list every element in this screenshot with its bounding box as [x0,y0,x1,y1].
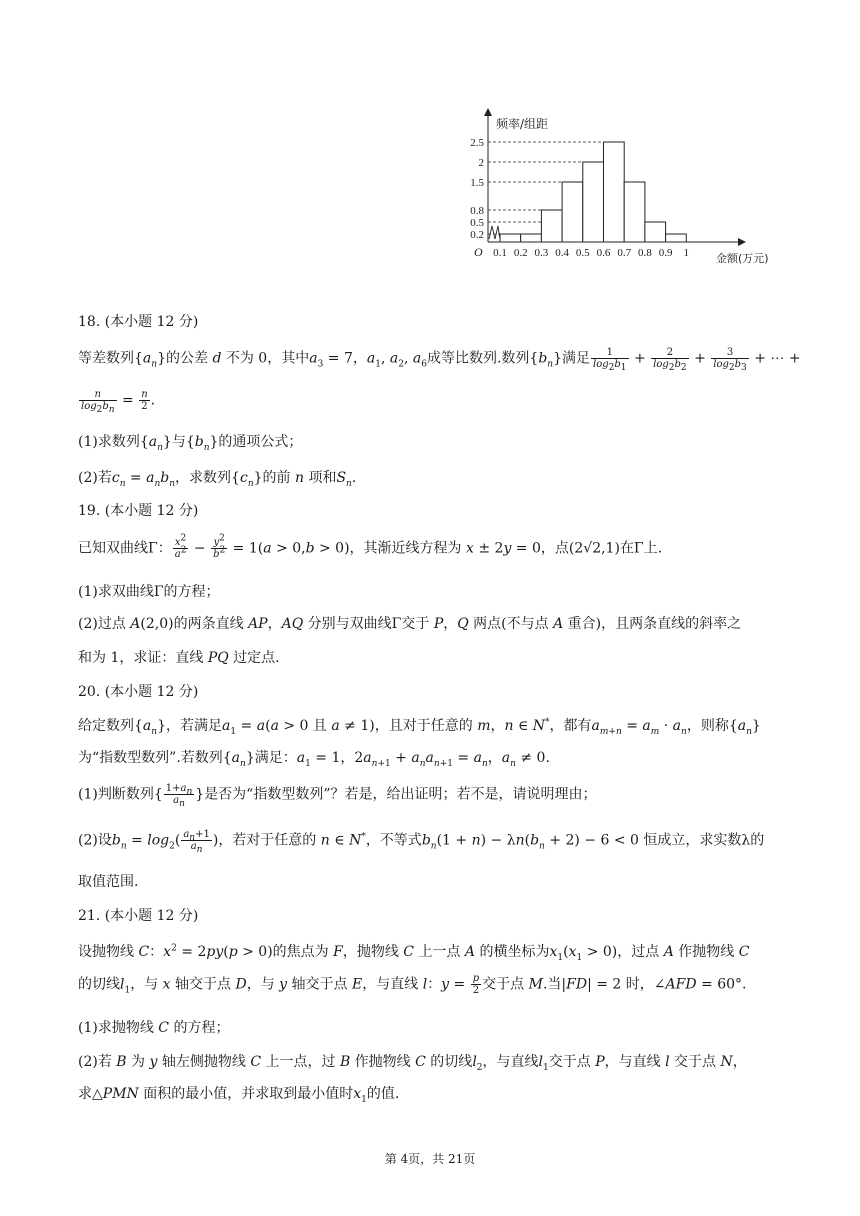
q20-heading: 20. (本小题 12 分) [78,684,199,700]
histogram-bar [541,210,562,242]
q20-statement-line1: 给定数列$\{a_n\}$，若满足$a_1 = a(a > 0$ 且 a ≠ 1)，且对于任意的 m，n ∈ N*，都有$a_{m+n} = a_m \cdot a_n$，则称$\{a_n\}$ [78,717,761,737]
x-tick-label: 0.9 [658,247,673,259]
q19-statement: 已知双曲线Γ： $\frac{x^2}{a^2}$ − $\frac{y^2}{b^2}$ = 1(a > 0,b > 0)，其渐近线方程为 x ± 2y = 0，点(2√2,1)在Γ上. [78,533,663,560]
y-tick-label: 0.8 [470,205,484,217]
q20-part1: (1)判断数列{ $\frac{1+a_n}{a_n}$ }是否为“指数型数列”？若是，给出证明；若不是，请说明理由； [78,783,597,809]
q19-heading: 19. (本小题 12 分) [78,503,199,519]
x-axis-arrow-icon [738,238,746,246]
q18-part1: (1)求数列$\{a_n\}$与$\{b_n\}$的通项公式； [78,434,303,453]
q21-part2-line1: (2)若 B 为 y 轴左侧抛物线 C 上一点，过 B 作抛物线 C 的切线$l_2$，与直线$l_1$交于点 P，与直线 l 交于点 N， [78,1054,747,1073]
q21-part1: (1)求抛物线 C 的方程； [78,1020,230,1036]
histogram-bar [645,222,666,242]
y-tick-label: 2 [478,157,484,169]
q19-part1: (1)求双曲线Γ的方程； [78,584,220,600]
x-tick-label: 0.5 [575,247,590,259]
q20-statement-line2: 为“指数型数列”.若数列$\{a_n\}$满足：$a_1 = 1$，$2a_{n+1} + a_na_{n+1} = a_n$，$a_n \ne 0$. [78,750,550,769]
y-tick-label: 0.5 [470,217,484,229]
histogram-bar [562,182,583,242]
q20-part2-line1: (2)设$b_n = \log_2$( $\frac{a_n+1}{a_n}$ )，若对于任意的 n ∈ N*，不等式$b_n(1 + n) - \lambda n(b_n + 2) - 6 < 0$ 恒成立，求实数λ的 [78,829,765,855]
y-tick-label: 0.2 [470,229,484,241]
page-footer: 第 4页，共 21页 [384,1152,476,1166]
origin-label: O [474,245,483,259]
q18-statement-line2: $\frac{n}{\log_2b_n}$ = $\frac{n}{2}$ . [81,389,156,415]
histogram-bar [500,234,521,242]
x-tick-label: 0.6 [596,247,611,259]
x-tick-label: 0.3 [534,247,549,259]
q18-statement-line1: 等差数列$\{a_n\}$的公差 d 不为 0，其中$a_3 = 7$，$a_1$, $a_2$, $a_6$成等比数列.数列$\{b_n\}$满足 $\frac{1}{\log_2b_1}$ + $\frac{2}{\log_2b_2}$ + $\frac{3}{\log_2b_3}$ + ⋯ + [78,347,801,373]
q20-part2-line2: 取值范围. [78,874,139,890]
histogram-bar [583,162,604,242]
x-tick-label: 0.2 [513,247,528,259]
axis-break-icon [489,226,500,239]
x-tick-label: 1 [683,247,690,259]
x-tick-label: 0.8 [638,247,652,259]
x-tick-label: 0.4 [555,247,569,259]
histogram-bar [604,142,625,242]
histogram-bar [521,234,542,242]
y-tick-label: 1.5 [470,177,484,189]
y-axis-arrow-icon [484,108,492,116]
q19-part2-line2: 和为 1，求证：直线 PQ 过定点. [78,650,280,666]
histogram-chart [460,106,790,270]
x-tick-label: 0.7 [617,247,632,259]
q21-heading: 21. (本小题 12 分) [78,908,199,924]
histogram-bar [624,182,645,242]
y-axis-label: 频率/组距 [496,117,549,131]
q21-statement-line2: 的切线$l_1$，与 x 轴交于点 D，与 y 轴交于点 E，与直线 l：y = $\frac{p}{2}$ 交于点 M.当|FD| = 2 时，∠AFD = 60°. [78,973,747,996]
x-tick-label: 0.1 [493,247,507,259]
y-tick-label: 2.5 [470,137,484,149]
histogram-bar [666,234,687,242]
q19-part2-line1: (2)过点 A(2,0)的两条直线 AP，AQ 分别与双曲线Γ交于 P，Q 两点(不与点 A 重合)，且两条直线的斜率之 [78,616,742,632]
q18-part2: (2)若$c_n = a_nb_n$，求数列$\{c_n\}$的前 n 项和$S_n$. [78,470,357,489]
q18-heading: 18. (本小题 12 分) [78,314,199,330]
q21-part2-line2: 求△PMN 面积的最小值，并求取到最小值时$x_1$的值. [78,1086,400,1105]
x-axis-label: 金额(万元) [716,252,769,265]
q21-statement-line1: 设抛物线 C：$x^2 = 2py(p > 0)$的焦点为 F，抛物线 C 上一点 A 的横坐标为$x_1(x_1 > 0)$，过点 A 作抛物线 C [78,943,750,963]
